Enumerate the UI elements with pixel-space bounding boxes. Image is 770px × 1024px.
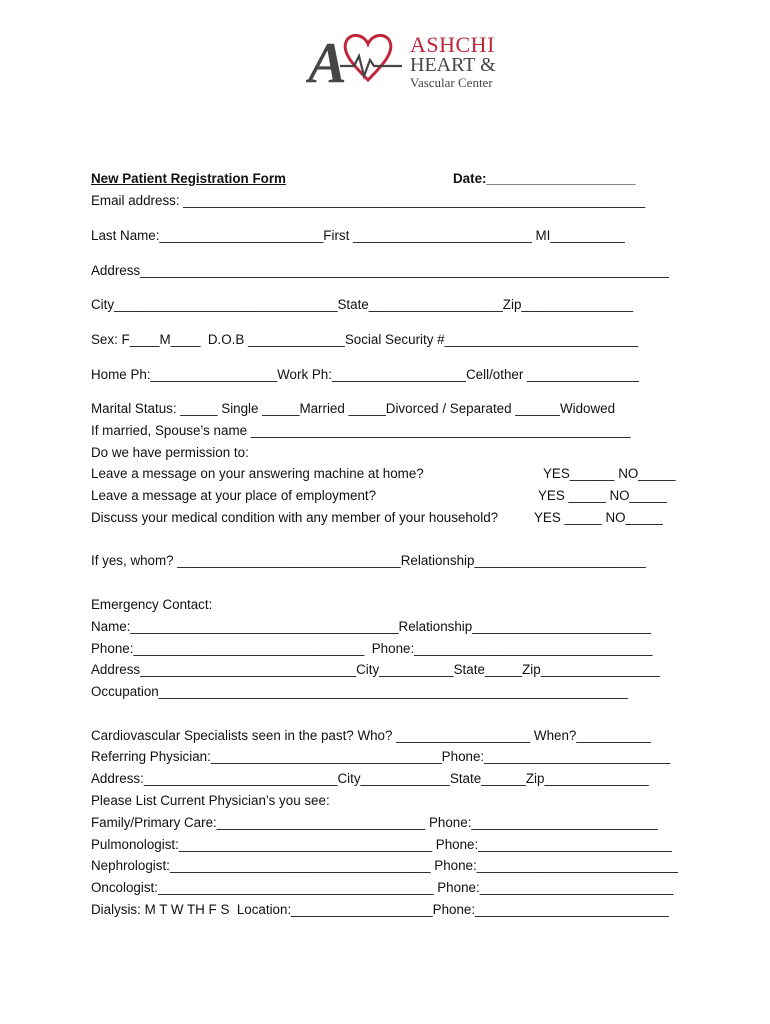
logo-name-line2: HEART & xyxy=(410,54,496,76)
dialysis-field[interactable]: Dialysis: M T W TH F S Location:___________________Phone:__________________________ xyxy=(91,902,669,917)
logo-name-line3: Vascular Center xyxy=(410,75,493,90)
emergency-contact-heading: Emergency Contact: xyxy=(91,597,213,612)
logo-wordmark xyxy=(410,34,496,89)
emergency-name-field[interactable]: Name:____________________________________Relationship________________________ xyxy=(91,619,651,634)
oncologist-field[interactable]: Oncologist:_____________________________________ Phone:__________________________ xyxy=(91,880,674,895)
cardio-specialists-field[interactable]: Cardiovascular Specialists seen in the past? Who? __________________ When?__________ xyxy=(91,728,651,743)
permission-heading: Do we have permission to: xyxy=(91,445,249,460)
email-field[interactable]: Email address: ______________________________________________________________ xyxy=(91,193,646,208)
question-employment: Leave a message at your place of employment? xyxy=(91,488,377,503)
logo-letter: A xyxy=(308,30,347,92)
logo-name-line1: ASHCHI xyxy=(410,32,495,57)
answer-answering-machine[interactable]: YES______ NO_____ xyxy=(543,466,676,481)
referring-address-fields[interactable]: Address:__________________________City____________State______Zip______________ xyxy=(91,771,649,786)
address-field[interactable]: Address_______________________________________________________________________ xyxy=(91,263,669,278)
nephrologist-field[interactable]: Nephrologist:___________________________________ Phone:___________________________ xyxy=(91,858,678,873)
question-household: Discuss your medical condition with any member of your household? xyxy=(91,510,499,525)
clinic-logo xyxy=(306,30,516,92)
emergency-phone-fields[interactable]: Phone:_______________________________ Phone:________________________________ xyxy=(91,641,653,656)
pulmonologist-field[interactable]: Pulmonologist:__________________________________ Phone:__________________________ xyxy=(91,837,672,852)
question-answering-machine: Leave a message on your answering machine at home? xyxy=(91,466,424,481)
form-title: New Patient Registration Form xyxy=(91,171,286,186)
spouse-name-field[interactable]: If married, Spouse’s name ___________________________________________________ xyxy=(91,423,631,438)
whom-relationship-field[interactable]: If yes, whom? ______________________________Relationship_______________________ xyxy=(91,553,646,568)
answer-employment[interactable]: YES _____ NO_____ xyxy=(538,488,667,503)
sex-dob-ssn-fields[interactable]: Sex: F____M____ D.O.B _____________Social Security #__________________________ xyxy=(91,332,639,347)
phone-fields[interactable]: Home Ph:_________________Work Ph:__________________Cell/other _______________ xyxy=(91,367,639,382)
answer-household[interactable]: YES _____ NO_____ xyxy=(534,510,663,525)
current-physicians-heading: Please List Current Physician’s you see: xyxy=(91,793,330,808)
emergency-occupation-field[interactable]: Occupation_______________________________________________________________ xyxy=(91,684,628,699)
city-state-zip-fields[interactable]: City______________________________State__________________Zip_______________ xyxy=(91,297,634,312)
family-care-field[interactable]: Family/Primary Care:____________________________ Phone:_________________________ xyxy=(91,815,658,830)
heart-logo-icon xyxy=(306,30,410,92)
name-fields[interactable]: Last Name:______________________First ________________________ MI__________ xyxy=(91,228,625,243)
marital-status-field[interactable]: Marital Status: _____ Single _____Married _____Divorced / Separated ______Widowed xyxy=(91,401,616,416)
referring-physician-field[interactable]: Referring Physician:_______________________________Phone:_________________________ xyxy=(91,749,671,764)
emergency-address-fields[interactable]: Address_____________________________City__________State_____Zip________________ xyxy=(91,662,660,677)
date-field[interactable]: Date:____________________ xyxy=(453,171,636,186)
